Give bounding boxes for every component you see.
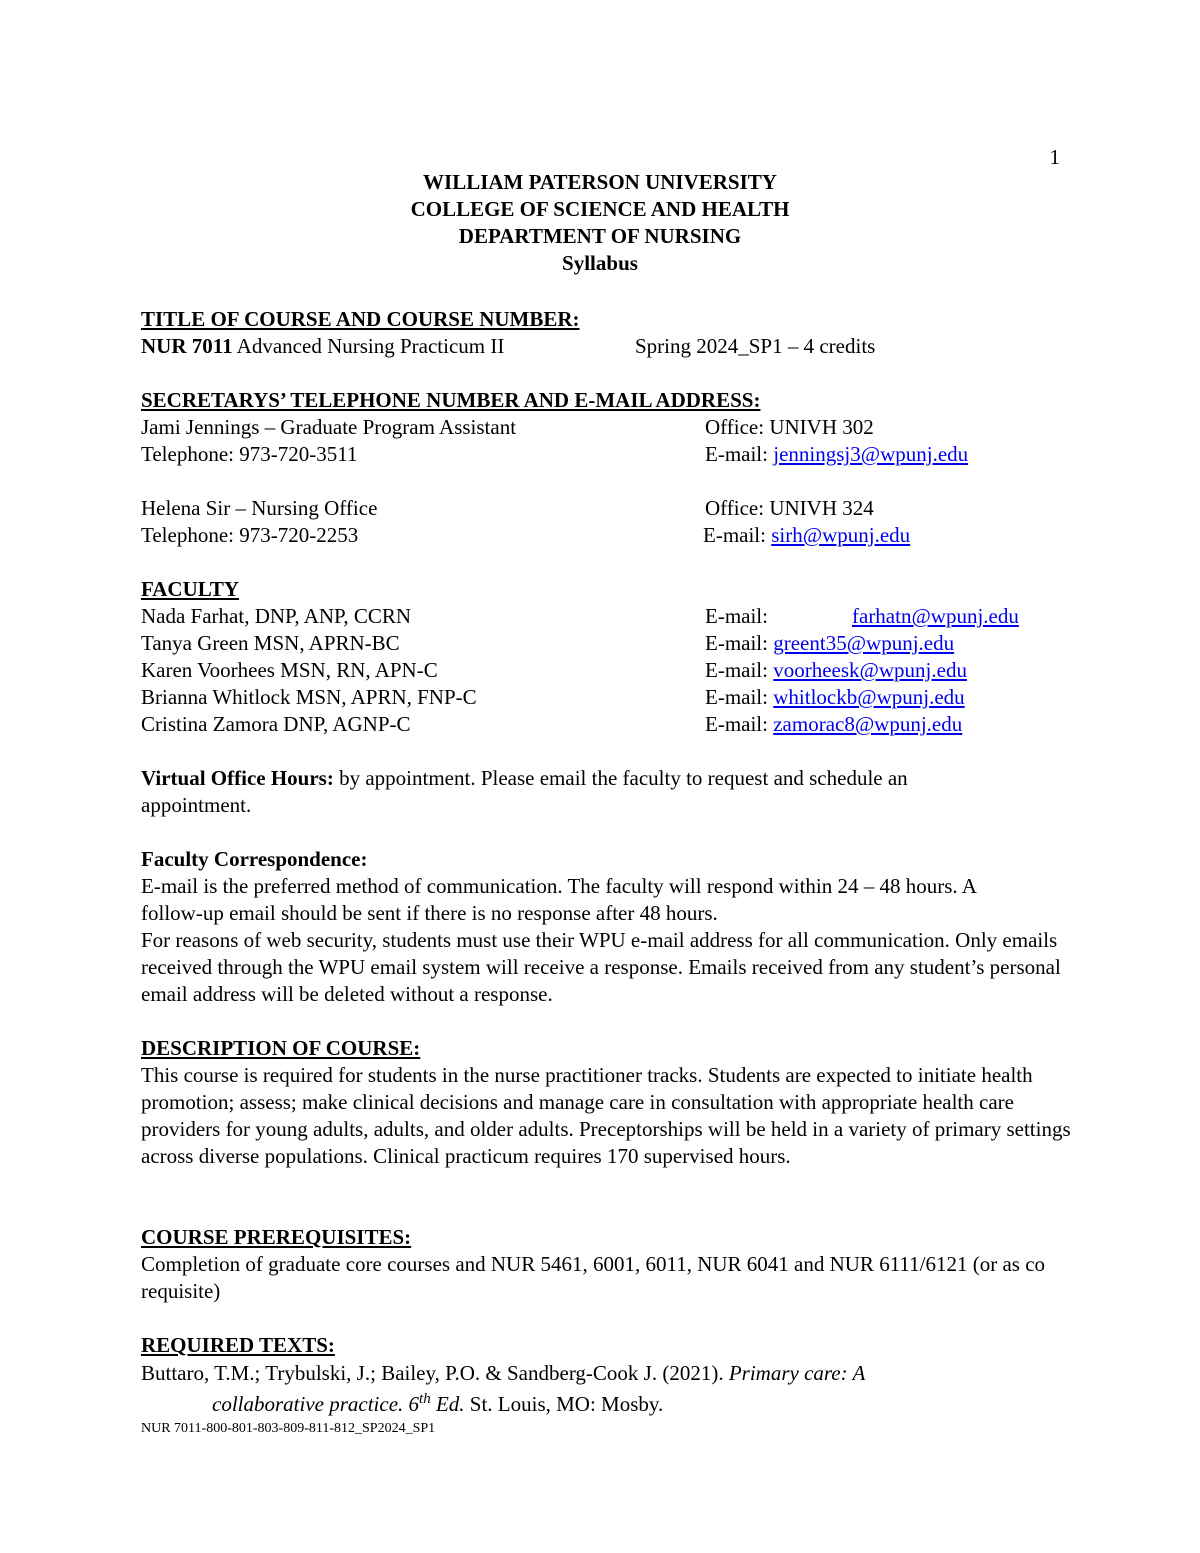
department-name: DEPARTMENT OF NURSING — [458, 224, 742, 248]
email-link[interactable]: whitlockb@wpunj.edu — [773, 685, 965, 709]
course-name: Advanced Nursing Practicum II — [232, 334, 505, 358]
email-label: E-mail: — [705, 631, 774, 655]
textbook-title-part1: Primary care: A — [728, 1361, 866, 1385]
secretary-office: Office: UNIVH 324 — [705, 496, 874, 520]
prerequisites-heading: COURSE PREREQUISITES: — [141, 1225, 412, 1249]
office-hours-text: by appointment. Please email the faculty to request and schedule an appointment. — [141, 766, 908, 817]
document-header — [0, 169, 1200, 277]
email-label: E-mail: — [705, 685, 774, 709]
faculty-name: Cristina Zamora DNP, AGNP-C — [141, 712, 411, 736]
course-title-line — [141, 333, 504, 360]
office-hours-label: Virtual Office Hours: — [141, 766, 334, 790]
email-link[interactable]: greent35@wpunj.edu — [773, 631, 955, 655]
prerequisites-text: Completion of graduate core courses and NUR 5461, 6001, 6011, NUR 6041 and NUR 6111/6121 (or as co requisite) — [141, 1252, 1046, 1303]
textbook-edition-number: 6 — [403, 1392, 420, 1416]
secretary-phone: Telephone: 973-720-3511 — [141, 442, 358, 466]
office-hours-paragraph — [141, 765, 1021, 819]
email-link[interactable]: jenningsj3@wpunj.edu — [773, 442, 969, 466]
secretaries-heading: SECRETARYS’ TELEPHONE NUMBER AND E-MAIL ADDRESS: — [141, 388, 761, 412]
secretary-phone: Telephone: 973-720-2253 — [141, 523, 359, 547]
correspondence-paragraph-1: E-mail is the preferred method of communication. The faculty will respond within 24 – 48 hours. A follow-up email should be sent if there is no response after 48 hours. — [141, 874, 976, 925]
required-texts-heading: REQUIRED TEXTS: — [141, 1333, 335, 1357]
correspondence-heading: Faculty Correspondence: — [141, 847, 368, 871]
course-number: NUR 7011 — [141, 334, 233, 358]
textbook-citation-line-1 — [141, 1360, 865, 1387]
faculty-email-row — [705, 684, 965, 711]
email-link[interactable]: farhatn@wpunj.edu — [852, 604, 1019, 628]
university-name: WILLIAM PATERSON UNIVERSITY — [423, 170, 777, 194]
document-type: Syllabus — [562, 251, 638, 275]
faculty-email-row — [705, 711, 962, 738]
faculty-name: Brianna Whitlock MSN, APRN, FNP-C — [141, 685, 477, 709]
textbook-title-part2: collaborative practice. — [212, 1392, 404, 1416]
faculty-name: Nada Farhat, DNP, ANP, CCRN — [141, 604, 412, 628]
email-link[interactable]: sirh@wpunj.edu — [771, 523, 911, 547]
secretary-name: Helena Sir – Nursing Office — [141, 496, 378, 520]
secretary-email-row — [705, 441, 968, 468]
page-footer: NUR 7011-800-801-803-809-811-812_SP2024_SP1 — [141, 1421, 436, 1436]
faculty-name: Karen Voorhees MSN, RN, APN-C — [141, 658, 438, 682]
email-label: E-mail: — [705, 604, 768, 628]
textbook-publisher: St. Louis, MO: Mosby. — [464, 1392, 664, 1416]
secretary-email-row — [703, 522, 910, 549]
email-label: E-mail: — [705, 658, 774, 682]
faculty-heading: FACULTY — [141, 577, 240, 601]
email-link[interactable]: voorheesk@wpunj.edu — [773, 658, 967, 682]
textbook-authors: Buttaro, T.M.; Trybulski, J.; Bailey, P.O. & Sandberg-Cook J. (2021). — [141, 1361, 729, 1385]
college-name: COLLEGE OF SCIENCE AND HEALTH — [410, 197, 790, 221]
faculty-email-row — [705, 657, 967, 684]
faculty-email-row — [705, 630, 954, 657]
textbook-citation-line-2 — [212, 1391, 663, 1418]
course-term: Spring 2024_SP1 – 4 credits — [635, 334, 876, 358]
course-title-heading: TITLE OF COURSE AND COURSE NUMBER: — [141, 307, 580, 331]
email-label: E-mail: — [705, 442, 774, 466]
correspondence-paragraph-2: For reasons of web security, students must use their WPU e-mail address for all communication. Only emails received through the WPU email system will receive a response. Emails received from any student’s personal email address will be deleted without a response. — [141, 928, 1061, 1006]
page-number: 1 — [1049, 145, 1060, 169]
description-text: This course is required for students in the nurse practitioner tracks. Students are expected to initiate health promotion; assess; make clinical decisions and manage care in consultation with appropriate health care providers for young adults, adults, and older adults. Preceptorships will be held in a variety of primary settings across diverse populations. Clinical practicum requires 170 supervised hours. — [141, 1063, 1071, 1168]
faculty-name: Tanya Green MSN, APRN-BC — [141, 631, 400, 655]
email-label: E-mail: — [703, 523, 772, 547]
textbook-edition-suffix: th — [419, 1391, 431, 1407]
secretary-name: Jami Jennings – Graduate Program Assistant — [141, 415, 517, 439]
textbook-edition-label: Ed. — [430, 1392, 465, 1416]
description-heading: DESCRIPTION OF COURSE: — [141, 1036, 421, 1060]
email-link[interactable]: zamorac8@wpunj.edu — [773, 712, 963, 736]
secretary-office: Office: UNIVH 302 — [705, 415, 874, 439]
email-label: E-mail: — [705, 712, 774, 736]
